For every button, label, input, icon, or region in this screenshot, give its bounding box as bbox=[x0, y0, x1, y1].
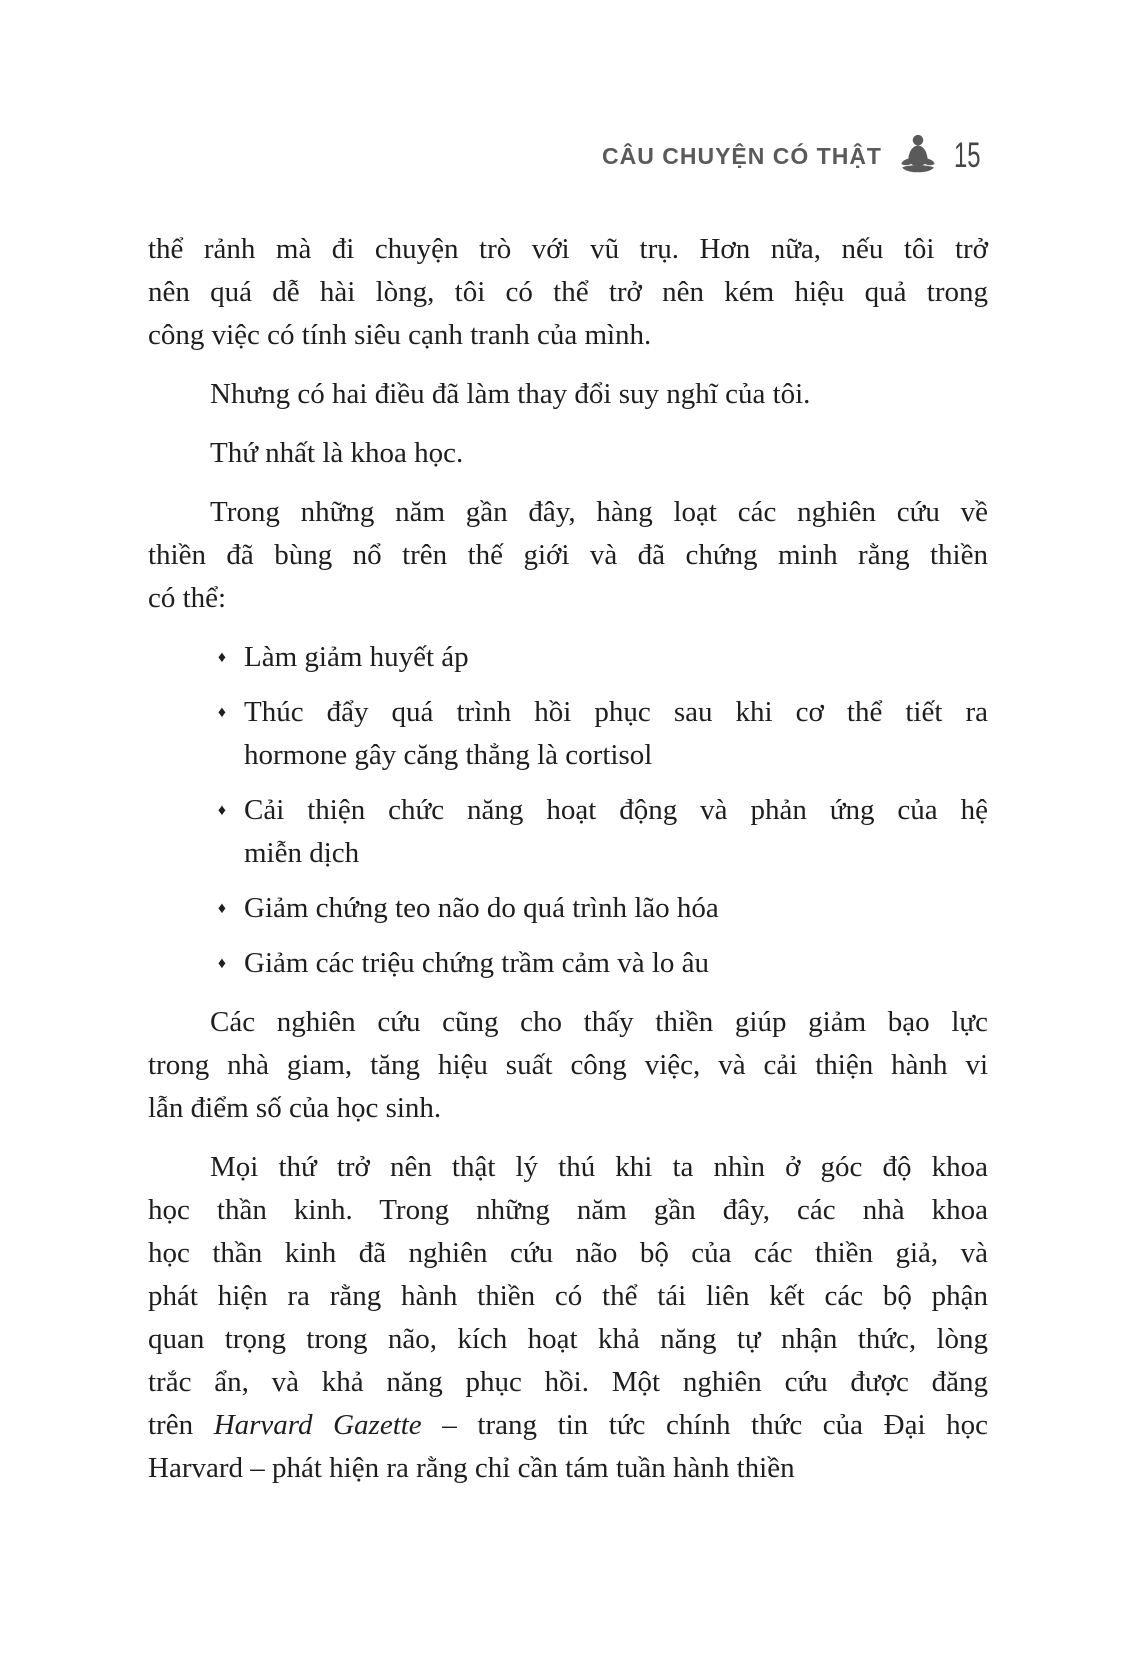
text-line: nên quá dễ hài lòng, tôi có thể trở nên kém hiệu quả trong bbox=[148, 276, 988, 308]
paragraph bbox=[148, 1146, 988, 1490]
bullet-item bbox=[148, 691, 988, 777]
text-line: hormone gây căng thẳng là cortisol bbox=[244, 739, 653, 771]
text-line: học thần kinh đã nghiên cứu não bộ của các thiền giả, và bbox=[148, 1237, 988, 1269]
running-head-title: CÂU CHUYỆN CÓ THẬT bbox=[602, 142, 882, 169]
text-line: Làm giảm huyết áp bbox=[244, 641, 469, 673]
text-line: Các nghiên cứu cũng cho thấy thiền giúp giảm bạo lực bbox=[210, 1006, 988, 1038]
text-run: trên bbox=[148, 1409, 214, 1441]
text-line: công việc có tính siêu cạnh tranh của mình. bbox=[148, 319, 652, 351]
text-run: – trang tin tức chính thức của Đại học bbox=[421, 1409, 988, 1441]
paragraph bbox=[148, 491, 988, 620]
paragraph bbox=[148, 228, 988, 357]
text-line bbox=[148, 1404, 988, 1447]
page-content bbox=[148, 228, 988, 1490]
diamond-bullet-icon: ♦ bbox=[217, 649, 227, 666]
text-line: Trong những năm gần đây, hàng loạt các nghiên cứu về bbox=[210, 496, 988, 528]
meditation-icon bbox=[895, 134, 941, 178]
text-line: Mọi thứ trở nên thật lý thú khi ta nhìn ở góc độ khoa bbox=[210, 1151, 988, 1183]
text-line: thiền đã bùng nổ trên thế giới và đã chứng minh rằng thiền bbox=[148, 539, 988, 571]
bullet-item bbox=[148, 887, 988, 930]
text-line: miễn dịch bbox=[244, 837, 360, 869]
diamond-bullet-icon: ♦ bbox=[217, 955, 227, 972]
bullet-item bbox=[148, 636, 988, 679]
text-line: có thể: bbox=[148, 582, 227, 614]
diamond-bullet-icon: ♦ bbox=[217, 900, 227, 917]
text-line: Thúc đẩy quá trình hồi phục sau khi cơ thể tiết ra bbox=[244, 696, 988, 728]
text-line: trong nhà giam, tăng hiệu suất công việc, và cải thiện hành vi bbox=[148, 1049, 988, 1081]
bullet-list bbox=[148, 636, 988, 985]
paragraph bbox=[148, 1001, 988, 1130]
page-number: 15 bbox=[954, 136, 981, 175]
text-line: phát hiện ra rằng hành thiền có thể tái liên kết các bộ phận bbox=[148, 1280, 988, 1312]
text-line: Harvard – phát hiện ra rằng chỉ cần tám tuần hành thiền bbox=[148, 1452, 795, 1484]
publication-name: Harvard Gazette bbox=[213, 1409, 422, 1441]
text-line: học thần kinh. Trong những năm gần đây, các nhà khoa bbox=[148, 1194, 988, 1226]
text-line: Thứ nhất là khoa học. bbox=[210, 437, 464, 469]
text-line: Cải thiện chức năng hoạt động và phản ứng của hệ bbox=[244, 794, 988, 826]
text-line: quan trọng trong não, kích hoạt khả năng tự nhận thức, lòng bbox=[148, 1323, 988, 1355]
text-line: Giảm các triệu chứng trầm cảm và lo âu bbox=[244, 947, 710, 979]
bullet-item bbox=[148, 942, 988, 985]
text-line: lẫn điểm số của học sinh. bbox=[148, 1092, 442, 1124]
paragraph bbox=[148, 373, 988, 416]
text-line: trắc ẩn, và khả năng phục hồi. Một nghiên cứu được đăng bbox=[148, 1366, 988, 1398]
paragraph bbox=[148, 432, 988, 475]
diamond-bullet-icon: ♦ bbox=[217, 704, 227, 721]
text-line: Giảm chứng teo não do quá trình lão hóa bbox=[244, 892, 719, 924]
page-header bbox=[148, 134, 988, 178]
diamond-bullet-icon: ♦ bbox=[217, 802, 227, 819]
text-line: Nhưng có hai điều đã làm thay đổi suy nghĩ của tôi. bbox=[210, 378, 811, 410]
bullet-item bbox=[148, 789, 988, 875]
text-line: thể rảnh mà đi chuyện trò với vũ trụ. Hơn nữa, nếu tôi trở bbox=[148, 233, 988, 265]
